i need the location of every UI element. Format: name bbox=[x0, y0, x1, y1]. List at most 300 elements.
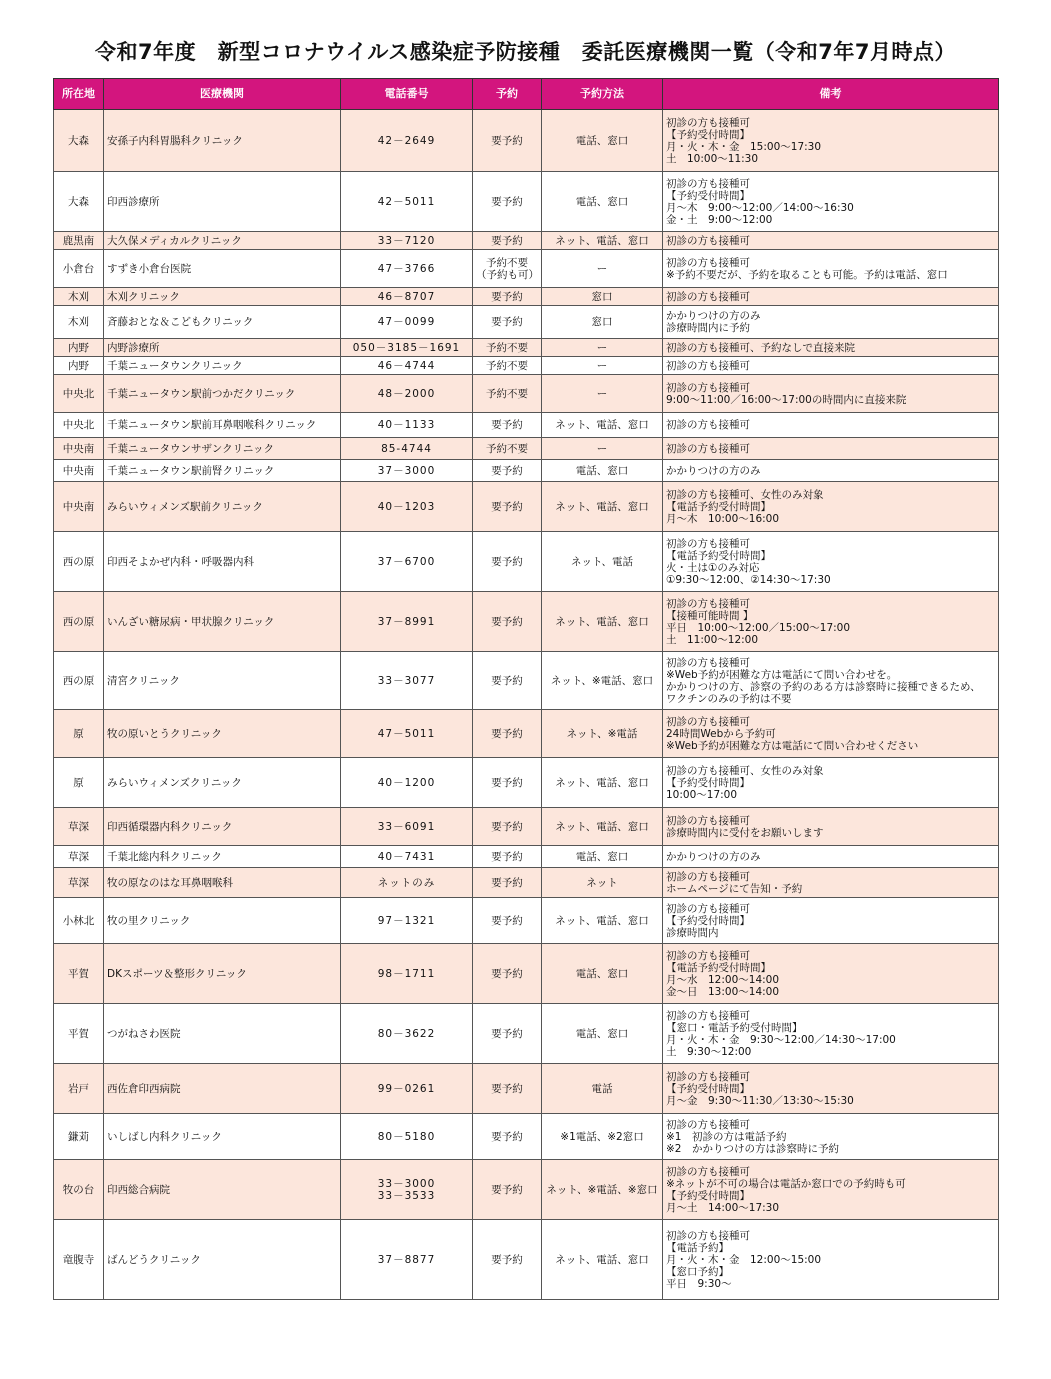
notes-cell-line: 月～土 14:00～17:30 bbox=[666, 1201, 780, 1214]
reservation-cell bbox=[473, 438, 542, 460]
reservation-cell-line: 予約不要 bbox=[486, 341, 528, 354]
method-cell: ネット bbox=[542, 868, 663, 898]
reservation-cell-line: 要予約 bbox=[491, 820, 523, 833]
method-cell: ネット、※電話、※窓口 bbox=[542, 1160, 663, 1220]
reservation-cell-line: 要予約 bbox=[491, 316, 523, 328]
method-cell: ※1電話、※2窓口 bbox=[542, 1114, 663, 1160]
table-row bbox=[54, 758, 999, 808]
reservation-cell bbox=[473, 1064, 542, 1114]
notes-cell-line: 初診の方も接種可 bbox=[666, 177, 750, 190]
notes-cell-line: 初診の方も接種可 bbox=[666, 256, 750, 269]
notes-cell-line: 土 11:00～12:00 bbox=[666, 633, 759, 646]
phone-cell-line: 37－8991 bbox=[377, 615, 436, 628]
phone-cell bbox=[341, 532, 473, 592]
reservation-cell bbox=[473, 592, 542, 652]
phone-cell-line: 46－8707 bbox=[377, 290, 436, 303]
table-row bbox=[54, 1004, 999, 1064]
notes-cell-line: 診療時間内に受付をお願いします bbox=[666, 826, 824, 839]
reservation-cell-line: 要予約 bbox=[491, 464, 523, 477]
reservation-cell bbox=[473, 1220, 542, 1300]
phone-cell bbox=[341, 944, 473, 1004]
phone-cell bbox=[341, 460, 473, 482]
area-cell: 中央北 bbox=[54, 413, 104, 438]
notes-cell-line: 初診の方も接種可 bbox=[666, 290, 750, 303]
header-phone: 電話番号 bbox=[341, 79, 473, 110]
clinic-name-cell: 牧の原なのはな耳鼻咽喉科 bbox=[104, 868, 341, 898]
method-cell: ネット、電話、窓口 bbox=[542, 898, 663, 944]
notes-cell-line: 【予約受付時間】 bbox=[666, 1082, 750, 1095]
notes-cell-line: 24時間Webから予約可 bbox=[666, 727, 776, 740]
notes-cell-line: 初診の方も接種可、予約なしで直接来院 bbox=[666, 341, 855, 354]
notes-cell-line: 初診の方も接種可、女性のみ対象 bbox=[666, 488, 824, 501]
notes-cell bbox=[663, 868, 999, 898]
table-row bbox=[54, 413, 999, 438]
notes-cell-line: 10:00～17:00 bbox=[666, 788, 738, 801]
notes-cell-line: 【電話予約受付時間】 bbox=[666, 500, 771, 513]
notes-cell-line: 月～木 9:00～12:00／14:00～16:30 bbox=[666, 201, 854, 214]
clinic-name-cell: 千葉ニュータウンサザンクリニック bbox=[104, 438, 341, 460]
reservation-cell-line: 要予約 bbox=[491, 1183, 523, 1196]
clinic-name-cell: みらいウィメンズクリニック bbox=[104, 758, 341, 808]
area-cell: 西の原 bbox=[54, 652, 104, 710]
notes-cell-line: ワクチンのみの予約は不要 bbox=[666, 692, 792, 705]
table-row bbox=[54, 592, 999, 652]
phone-cell-line: 47－3766 bbox=[377, 262, 436, 275]
phone-cell bbox=[341, 758, 473, 808]
notes-cell-line: 初診の方も接種可 bbox=[666, 949, 750, 962]
notes-cell bbox=[663, 1064, 999, 1114]
notes-cell-line: 初診の方も接種可 bbox=[666, 359, 750, 372]
phone-cell bbox=[341, 1064, 473, 1114]
notes-cell-line: ※1 初診の方は電話予約 bbox=[666, 1130, 787, 1143]
notes-cell-line: 【予約受付時間】 bbox=[666, 914, 750, 927]
method-cell: ネット、※電話、窓口 bbox=[542, 652, 663, 710]
phone-cell-line: 40－1200 bbox=[377, 776, 436, 789]
method-cell: 電話、窓口 bbox=[542, 110, 663, 172]
table-row bbox=[54, 357, 999, 375]
notes-cell bbox=[663, 172, 999, 232]
notes-cell bbox=[663, 532, 999, 592]
phone-cell-line: 33－3533 bbox=[377, 1189, 436, 1202]
notes-cell-line: かかりつけの方のみ bbox=[666, 850, 761, 863]
table-row bbox=[54, 652, 999, 710]
clinic-name-cell: 大久保メディカルクリニック bbox=[104, 232, 341, 250]
notes-cell-line: ※ネットが不可の場合は電話か窓口での予約時も可 bbox=[666, 1177, 906, 1190]
method-cell: ー bbox=[542, 339, 663, 357]
phone-cell-line: 48－2000 bbox=[377, 387, 436, 400]
reservation-cell bbox=[473, 1160, 542, 1220]
clinic-name-cell: 印西循環器内科クリニック bbox=[104, 808, 341, 846]
method-cell: ネット、電話、窓口 bbox=[542, 808, 663, 846]
area-cell: 木刈 bbox=[54, 288, 104, 306]
table-row bbox=[54, 1220, 999, 1300]
notes-cell-line: 初診の方も接種可、女性のみ対象 bbox=[666, 764, 824, 777]
clinic-name-cell: 印西そよかぜ内科・呼吸器内科 bbox=[104, 532, 341, 592]
table-row bbox=[54, 288, 999, 306]
phone-cell bbox=[341, 413, 473, 438]
notes-cell-line: 【電話予約受付時間】 bbox=[666, 549, 771, 562]
clinic-name-cell: 内野診療所 bbox=[104, 339, 341, 357]
notes-cell-line: 診療時間内 bbox=[666, 926, 719, 939]
table-row bbox=[54, 250, 999, 288]
phone-cell-line: 47－0099 bbox=[377, 316, 436, 328]
notes-cell-line: 月～木 10:00～16:00 bbox=[666, 512, 780, 525]
method-cell: ネット、電話、窓口 bbox=[542, 232, 663, 250]
reservation-cell-line: 要予約 bbox=[491, 1082, 523, 1095]
area-cell: 草深 bbox=[54, 846, 104, 868]
notes-cell-line: 9:00～11:00／16:00～17:00の時間内に直接来院 bbox=[666, 393, 907, 406]
reservation-cell-line: 予約不要 bbox=[486, 387, 528, 400]
phone-cell bbox=[341, 1220, 473, 1300]
notes-cell-line: ホームページにて告知・予約 bbox=[666, 882, 803, 895]
reservation-cell-line: 予約不要 bbox=[486, 359, 528, 372]
reservation-cell bbox=[473, 357, 542, 375]
reservation-cell bbox=[473, 898, 542, 944]
clinic-name-cell: 牧の里クリニック bbox=[104, 898, 341, 944]
table-row bbox=[54, 482, 999, 532]
clinic-name-cell: いんざい糖尿病・甲状腺クリニック bbox=[104, 592, 341, 652]
phone-cell bbox=[341, 652, 473, 710]
notes-cell bbox=[663, 710, 999, 758]
reservation-cell-line: 予約不要 bbox=[486, 256, 528, 269]
notes-cell-line: 月～水 12:00～14:00 bbox=[666, 973, 780, 986]
phone-cell bbox=[341, 1114, 473, 1160]
phone-cell bbox=[341, 868, 473, 898]
header-clinic: 医療機関 bbox=[104, 79, 341, 110]
phone-cell-line: 050－3185－1691 bbox=[352, 341, 461, 354]
area-cell: 平賀 bbox=[54, 1004, 104, 1064]
reservation-cell bbox=[473, 306, 542, 339]
area-cell: 小林北 bbox=[54, 898, 104, 944]
phone-cell-line: 42－5011 bbox=[377, 195, 436, 208]
phone-cell bbox=[341, 110, 473, 172]
phone-cell-line: 97－1321 bbox=[377, 914, 436, 927]
reservation-cell bbox=[473, 532, 542, 592]
phone-cell-line: 80－3622 bbox=[377, 1027, 436, 1040]
phone-cell bbox=[341, 438, 473, 460]
reservation-cell bbox=[473, 375, 542, 413]
phone-cell bbox=[341, 357, 473, 375]
phone-cell-line: 33－3077 bbox=[377, 674, 436, 687]
reservation-cell-line: 要予約 bbox=[491, 776, 523, 789]
table-row bbox=[54, 944, 999, 1004]
method-cell: 窓口 bbox=[542, 288, 663, 306]
method-cell: ネット、電話 bbox=[542, 532, 663, 592]
notes-cell-line: ※Web予約が困難な方は電話にて問い合わせください bbox=[666, 739, 919, 752]
notes-cell-line: かかりつけの方のみ bbox=[666, 310, 761, 322]
area-cell: 岩戸 bbox=[54, 1064, 104, 1114]
notes-cell bbox=[663, 1220, 999, 1300]
method-cell: 電話、窓口 bbox=[542, 172, 663, 232]
method-cell: 電話、窓口 bbox=[542, 944, 663, 1004]
table-row bbox=[54, 1160, 999, 1220]
header-area: 所在地 bbox=[54, 79, 104, 110]
area-cell: 内野 bbox=[54, 339, 104, 357]
notes-cell bbox=[663, 357, 999, 375]
clinic-name-cell: ばんどうクリニック bbox=[104, 1220, 341, 1300]
table-row bbox=[54, 868, 999, 898]
area-cell: 大森 bbox=[54, 172, 104, 232]
notes-cell-line: 月・火・木・金 9:30～12:00／14:30～17:00 bbox=[666, 1033, 896, 1046]
notes-cell bbox=[663, 1004, 999, 1064]
table-row bbox=[54, 460, 999, 482]
method-cell: ネット、※電話 bbox=[542, 710, 663, 758]
clinic-name-cell: 千葉ニュータウン駅前腎クリニック bbox=[104, 460, 341, 482]
notes-cell-line: 初診の方も接種可 bbox=[666, 1070, 750, 1083]
reservation-cell-line: 要予約 bbox=[491, 1130, 523, 1143]
table-row bbox=[54, 846, 999, 868]
area-cell: 中央南 bbox=[54, 482, 104, 532]
reservation-cell bbox=[473, 944, 542, 1004]
notes-cell-line: 【予約受付時間】 bbox=[666, 1189, 750, 1202]
notes-cell-line: 初診の方も接種可 bbox=[666, 1229, 750, 1242]
reservation-cell-line: 予約不要 bbox=[486, 442, 528, 455]
reservation-cell bbox=[473, 232, 542, 250]
area-cell: 原 bbox=[54, 710, 104, 758]
reservation-cell-line: 要予約 bbox=[491, 134, 523, 147]
notes-cell-line: 初診の方も接種可 bbox=[666, 537, 750, 550]
phone-cell bbox=[341, 846, 473, 868]
reservation-cell bbox=[473, 110, 542, 172]
notes-cell-line: 金・土 9:00～12:00 bbox=[666, 213, 773, 226]
reservation-cell-line: （予約も可） bbox=[476, 268, 539, 281]
clinic-name-cell: 清宮クリニック bbox=[104, 652, 341, 710]
phone-cell bbox=[341, 250, 473, 288]
clinic-table bbox=[53, 78, 999, 1300]
notes-cell-line: 月～金 9:30～11:30／13:30～15:30 bbox=[666, 1094, 854, 1107]
phone-cell bbox=[341, 808, 473, 846]
phone-cell-line: 33－7120 bbox=[377, 234, 436, 247]
phone-cell bbox=[341, 592, 473, 652]
reservation-cell bbox=[473, 652, 542, 710]
clinic-name-cell: いしばし内科クリニック bbox=[104, 1114, 341, 1160]
reservation-cell-line: 要予約 bbox=[491, 1253, 523, 1266]
table-row bbox=[54, 306, 999, 339]
phone-cell-line: 46－4744 bbox=[377, 359, 436, 372]
reservation-cell bbox=[473, 1114, 542, 1160]
notes-cell-line: 【窓口・電話予約受付時間】 bbox=[666, 1021, 803, 1034]
clinic-name-cell: 千葉北総内科クリニック bbox=[104, 846, 341, 868]
notes-cell bbox=[663, 482, 999, 532]
phone-cell-line: 40－1133 bbox=[377, 419, 436, 431]
notes-cell-line: ※2 かかりつけの方は診察時に予約 bbox=[666, 1142, 839, 1155]
area-cell: 鹿黒南 bbox=[54, 232, 104, 250]
notes-cell bbox=[663, 110, 999, 172]
reservation-cell bbox=[473, 808, 542, 846]
notes-cell-line: 初診の方も接種可 bbox=[666, 597, 750, 610]
method-cell: 窓口 bbox=[542, 306, 663, 339]
area-cell: 中央南 bbox=[54, 460, 104, 482]
notes-cell-line: ※予約不要だが、予約を取ることも可能。予約は電話、窓口 bbox=[666, 268, 948, 281]
notes-cell bbox=[663, 375, 999, 413]
table-row bbox=[54, 438, 999, 460]
reservation-cell bbox=[473, 339, 542, 357]
method-cell: ー bbox=[542, 438, 663, 460]
clinic-name-cell: 木刈クリニック bbox=[104, 288, 341, 306]
clinic-name-cell: 印西診療所 bbox=[104, 172, 341, 232]
area-cell: 平賀 bbox=[54, 944, 104, 1004]
notes-cell-line: ※Web予約が困難な方は電話にて問い合わせを。 bbox=[666, 668, 898, 681]
notes-cell-line: かかりつけの方のみ bbox=[666, 464, 761, 477]
phone-cell bbox=[341, 898, 473, 944]
reservation-cell bbox=[473, 482, 542, 532]
method-cell: ネット、電話、窓口 bbox=[542, 1220, 663, 1300]
phone-cell bbox=[341, 288, 473, 306]
area-cell: 大森 bbox=[54, 110, 104, 172]
table-row bbox=[54, 532, 999, 592]
notes-cell-line: 診療時間内に予約 bbox=[666, 322, 750, 334]
notes-cell-line: 火・土は①のみ対応 bbox=[666, 561, 760, 574]
area-cell: 中央南 bbox=[54, 438, 104, 460]
phone-cell-line: 33－3000 bbox=[377, 1177, 436, 1190]
reservation-cell bbox=[473, 846, 542, 868]
notes-cell-line: 【電話予約受付時間】 bbox=[666, 961, 771, 974]
phone-cell bbox=[341, 482, 473, 532]
table-row bbox=[54, 110, 999, 172]
reservation-cell-line: 要予約 bbox=[491, 555, 523, 568]
table-row bbox=[54, 710, 999, 758]
phone-cell-line: 99－0261 bbox=[377, 1082, 436, 1095]
phone-cell-line: 33－6091 bbox=[377, 820, 436, 833]
method-cell: 電話、窓口 bbox=[542, 460, 663, 482]
method-cell: ネット、電話、窓口 bbox=[542, 413, 663, 438]
notes-cell-line: 初診の方も接種可 bbox=[666, 870, 750, 883]
phone-cell-line: 40－7431 bbox=[377, 850, 436, 863]
header-method: 予約方法 bbox=[542, 79, 663, 110]
reservation-cell-line: 要予約 bbox=[491, 850, 523, 863]
notes-cell bbox=[663, 460, 999, 482]
notes-cell bbox=[663, 592, 999, 652]
phone-cell-line: 37－6700 bbox=[377, 555, 436, 568]
area-cell: 小倉台 bbox=[54, 250, 104, 288]
notes-cell bbox=[663, 898, 999, 944]
notes-cell-line: 初診の方も接種可 bbox=[666, 814, 750, 827]
area-cell: 牧の台 bbox=[54, 1160, 104, 1220]
notes-cell-line: 【予約受付時間】 bbox=[666, 128, 750, 141]
clinic-name-cell: 牧の原いとうクリニック bbox=[104, 710, 341, 758]
method-cell: ネット、電話、窓口 bbox=[542, 592, 663, 652]
page-title: 令和7年度 新型コロナウイルス感染症予防接種 委託医療機関一覧（令和7年7月時点） bbox=[94, 40, 957, 64]
reservation-cell-line: 要予約 bbox=[491, 615, 523, 628]
notes-cell-line: 【電話予約】 bbox=[666, 1241, 729, 1254]
reservation-cell bbox=[473, 868, 542, 898]
notes-cell bbox=[663, 808, 999, 846]
method-cell: 電話 bbox=[542, 1064, 663, 1114]
phone-cell-line: 40－1203 bbox=[377, 500, 436, 513]
phone-cell bbox=[341, 375, 473, 413]
notes-cell-line: 初診の方も接種可 bbox=[666, 1165, 750, 1178]
reservation-cell-line: 要予約 bbox=[491, 1027, 523, 1040]
area-cell: 草深 bbox=[54, 808, 104, 846]
notes-cell-line: 土 9:30～12:00 bbox=[666, 1045, 752, 1058]
method-cell: ネット、電話、窓口 bbox=[542, 758, 663, 808]
notes-cell-line: 初診の方も接種可 bbox=[666, 715, 750, 728]
clinic-name-cell: すずき小倉台医院 bbox=[104, 250, 341, 288]
reservation-cell-line: 要予約 bbox=[491, 967, 523, 980]
notes-cell-line: 【予約受付時間】 bbox=[666, 189, 750, 202]
reservation-cell bbox=[473, 758, 542, 808]
area-cell: 西の原 bbox=[54, 532, 104, 592]
notes-cell-line: 初診の方も接種可 bbox=[666, 116, 750, 129]
notes-cell bbox=[663, 758, 999, 808]
phone-cell-line: 80－5180 bbox=[377, 1130, 436, 1143]
clinic-name-cell: DKスポーツ＆整形クリニック bbox=[104, 944, 341, 1004]
notes-cell bbox=[663, 1160, 999, 1220]
notes-cell bbox=[663, 846, 999, 868]
reservation-cell bbox=[473, 250, 542, 288]
notes-cell-line: 平日 9:30～ bbox=[666, 1277, 732, 1290]
method-cell: 電話、窓口 bbox=[542, 846, 663, 868]
clinic-name-cell: みらいウィメンズ駅前クリニック bbox=[104, 482, 341, 532]
reservation-cell-line: 要予約 bbox=[491, 419, 523, 431]
area-cell: 原 bbox=[54, 758, 104, 808]
clinic-name-cell: 西佐倉印西病院 bbox=[104, 1064, 341, 1114]
method-cell: 電話、窓口 bbox=[542, 1004, 663, 1064]
phone-cell-line: 98－1711 bbox=[377, 967, 436, 980]
phone-cell-line: 85-4744 bbox=[381, 442, 432, 455]
reservation-cell-line: 要予約 bbox=[491, 674, 523, 687]
notes-cell bbox=[663, 232, 999, 250]
table-row bbox=[54, 1114, 999, 1160]
clinic-name-cell: 印西総合病院 bbox=[104, 1160, 341, 1220]
phone-cell bbox=[341, 232, 473, 250]
table-row bbox=[54, 172, 999, 232]
table-header-row bbox=[54, 79, 999, 110]
table-row bbox=[54, 375, 999, 413]
area-cell: 鎌苅 bbox=[54, 1114, 104, 1160]
clinic-name-cell: 安孫子内科胃腸科クリニック bbox=[104, 110, 341, 172]
notes-cell bbox=[663, 250, 999, 288]
table-row bbox=[54, 808, 999, 846]
notes-cell bbox=[663, 1114, 999, 1160]
notes-cell-line: 初診の方も接種可 bbox=[666, 234, 750, 247]
notes-cell-line: 金～日 13:00～14:00 bbox=[666, 985, 780, 998]
area-cell: 竜腹寺 bbox=[54, 1220, 104, 1300]
notes-cell-line: 初診の方も接種可 bbox=[666, 1009, 750, 1022]
table-row bbox=[54, 232, 999, 250]
phone-cell-line: 37－3000 bbox=[377, 464, 436, 477]
notes-cell-line: 平日 10:00～12:00／15:00～17:00 bbox=[666, 621, 851, 634]
method-cell: ー bbox=[542, 357, 663, 375]
clinic-name-cell: 千葉ニュータウンクリニック bbox=[104, 357, 341, 375]
reservation-cell-line: 要予約 bbox=[491, 195, 523, 208]
method-cell: ネット、電話、窓口 bbox=[542, 482, 663, 532]
clinic-name-cell: つがねさわ医院 bbox=[104, 1004, 341, 1064]
table-body bbox=[54, 110, 999, 1300]
notes-cell-line: 【予約受付時間】 bbox=[666, 776, 750, 789]
phone-cell bbox=[341, 710, 473, 758]
table-row bbox=[54, 1064, 999, 1114]
table-row bbox=[54, 339, 999, 357]
phone-cell-line: ネットのみ bbox=[377, 876, 436, 889]
notes-cell bbox=[663, 339, 999, 357]
phone-cell bbox=[341, 306, 473, 339]
reservation-cell-line: 要予約 bbox=[491, 234, 523, 247]
reservation-cell-line: 要予約 bbox=[491, 500, 523, 513]
notes-cell-line: かかりつけの方、診察の予約のある方は診察時に接種できるため、 bbox=[666, 680, 981, 693]
reservation-cell-line: 要予約 bbox=[491, 914, 523, 927]
phone-cell bbox=[341, 1160, 473, 1220]
notes-cell-line: 【接種可能時間 】 bbox=[666, 609, 754, 622]
notes-cell-line: 初診の方も接種可 bbox=[666, 381, 750, 394]
header-reservation: 予約 bbox=[473, 79, 542, 110]
phone-cell-line: 42－2649 bbox=[377, 134, 436, 147]
reservation-cell bbox=[473, 710, 542, 758]
notes-cell-line: 初診の方も接種可 bbox=[666, 1118, 750, 1131]
notes-cell bbox=[663, 288, 999, 306]
table-row bbox=[54, 898, 999, 944]
reservation-cell bbox=[473, 1004, 542, 1064]
